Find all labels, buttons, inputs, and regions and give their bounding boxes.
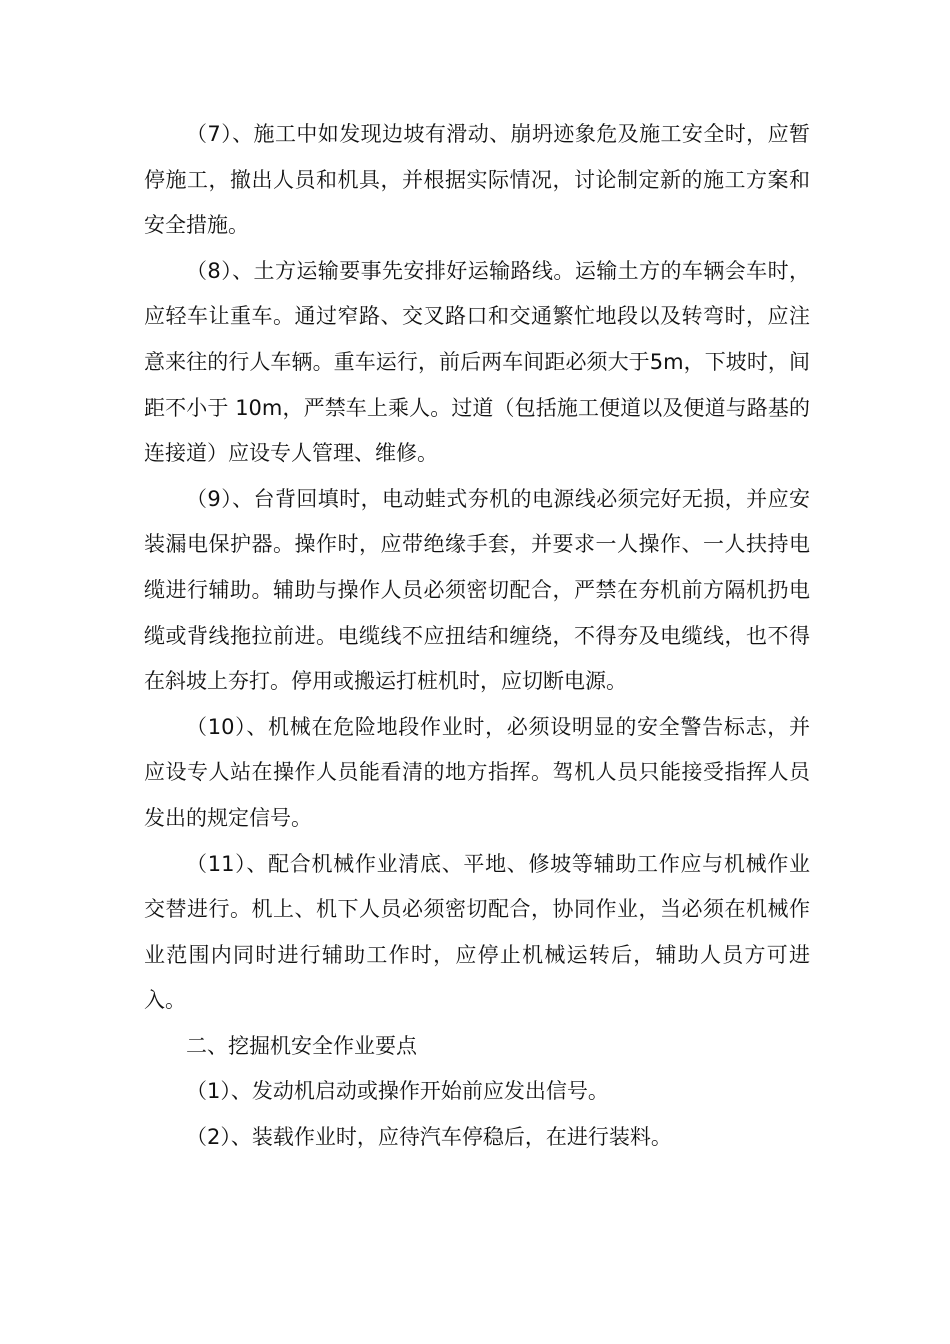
paragraph-8: （8）、土方运输要事先安排好运输路线。运输土方的车辆会车时，应轻车让重车。通过窄路、交叉路口和交通繁忙地段以及转弯时，应注意来往的行人车辆。重车运行，前后两车间距必须大于5m，下坡时，间距不小于 10m，严禁车上乘人。过道（包括施工便道以及便道与路基的连接道）应设专人管理、维修。 [144, 258, 810, 466]
paragraph-9: （9）、台背回填时，电动蛙式夯机的电源线必须完好无损，并应安装漏电保护器。操作时，应带绝缘手套，并要求一人操作、一人扶持电缆进行辅助。辅助与操作人员必须密切配合，严禁在夯机前方隔机扔电缆或背线拖拉前进。电缆线不应扭结和缠绕，不得夯及电缆线，也不得在斜坡上夯打。停用或搬运打桩机时，应切断电源。 [144, 486, 810, 694]
paragraph-10: （10）、机械在危险地段作业时，必须设明显的安全警告标志，并应设专人站在操作人员能看清的地方指挥。驾机人员只能接受指挥人员发出的规定信号。 [144, 714, 810, 830]
paragraph-11: （11）、配合机械作业清底、平地、修坡等辅助工作应与机械作业交替进行。机上、机下人员必须密切配合，协同作业，当必须在机械作业范围内同时进行辅助工作时，应停止机械运转后，辅助人员方可进入。 [144, 851, 810, 1013]
paragraph-7: （7）、施工中如发现边坡有滑动、崩坍迹象危及施工安全时，应暂停施工，撤出人员和机具，并根据实际情况，讨论制定新的施工方案和安全措施。 [144, 122, 810, 238]
list-item-1: （1）、发动机启动或操作开始前应发出信号。 [186, 1079, 609, 1104]
list-item-2: （2）、装载作业时，应待汽车停稳后，在进行装料。 [186, 1125, 672, 1150]
section-heading: 二、挖掘机安全作业要点 [186, 1033, 417, 1058]
